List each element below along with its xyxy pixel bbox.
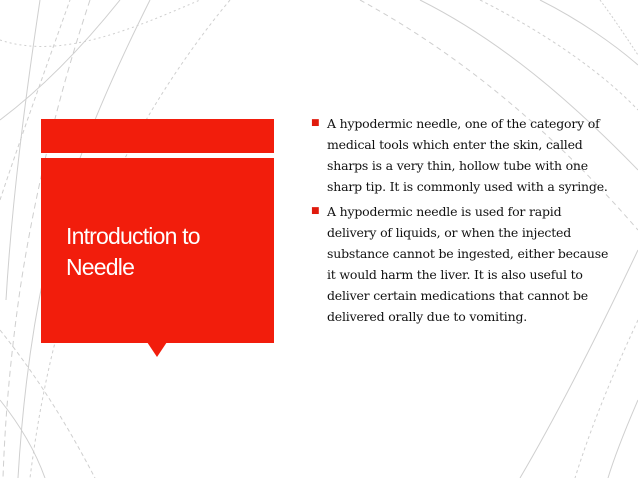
bullet-item: [311, 113, 611, 197]
title-panel-pointer: [147, 342, 167, 357]
bullet-list: [311, 113, 611, 331]
slide-title: Introduction to Needle: [66, 223, 200, 280]
bullet-text: A hypodermic needle is used for rapid delivery of liquids, or when the injected substance cannot be ingested, either because it would harm the liver. It is also useful to deliver certain medications that cannot be delivered orally due to vomiting.: [327, 204, 609, 324]
square-bullet-icon: ■: [311, 118, 320, 128]
bullet-text: A hypodermic needle, one of the category of medical tools which enter the skin, called sharps is a very thin, hollow tube with one sharp tip. It is commonly used with a syringe.: [327, 116, 608, 194]
square-bullet-icon: ■: [311, 206, 320, 216]
red-accent-strip: [41, 119, 274, 153]
bullet-item: [311, 201, 611, 327]
